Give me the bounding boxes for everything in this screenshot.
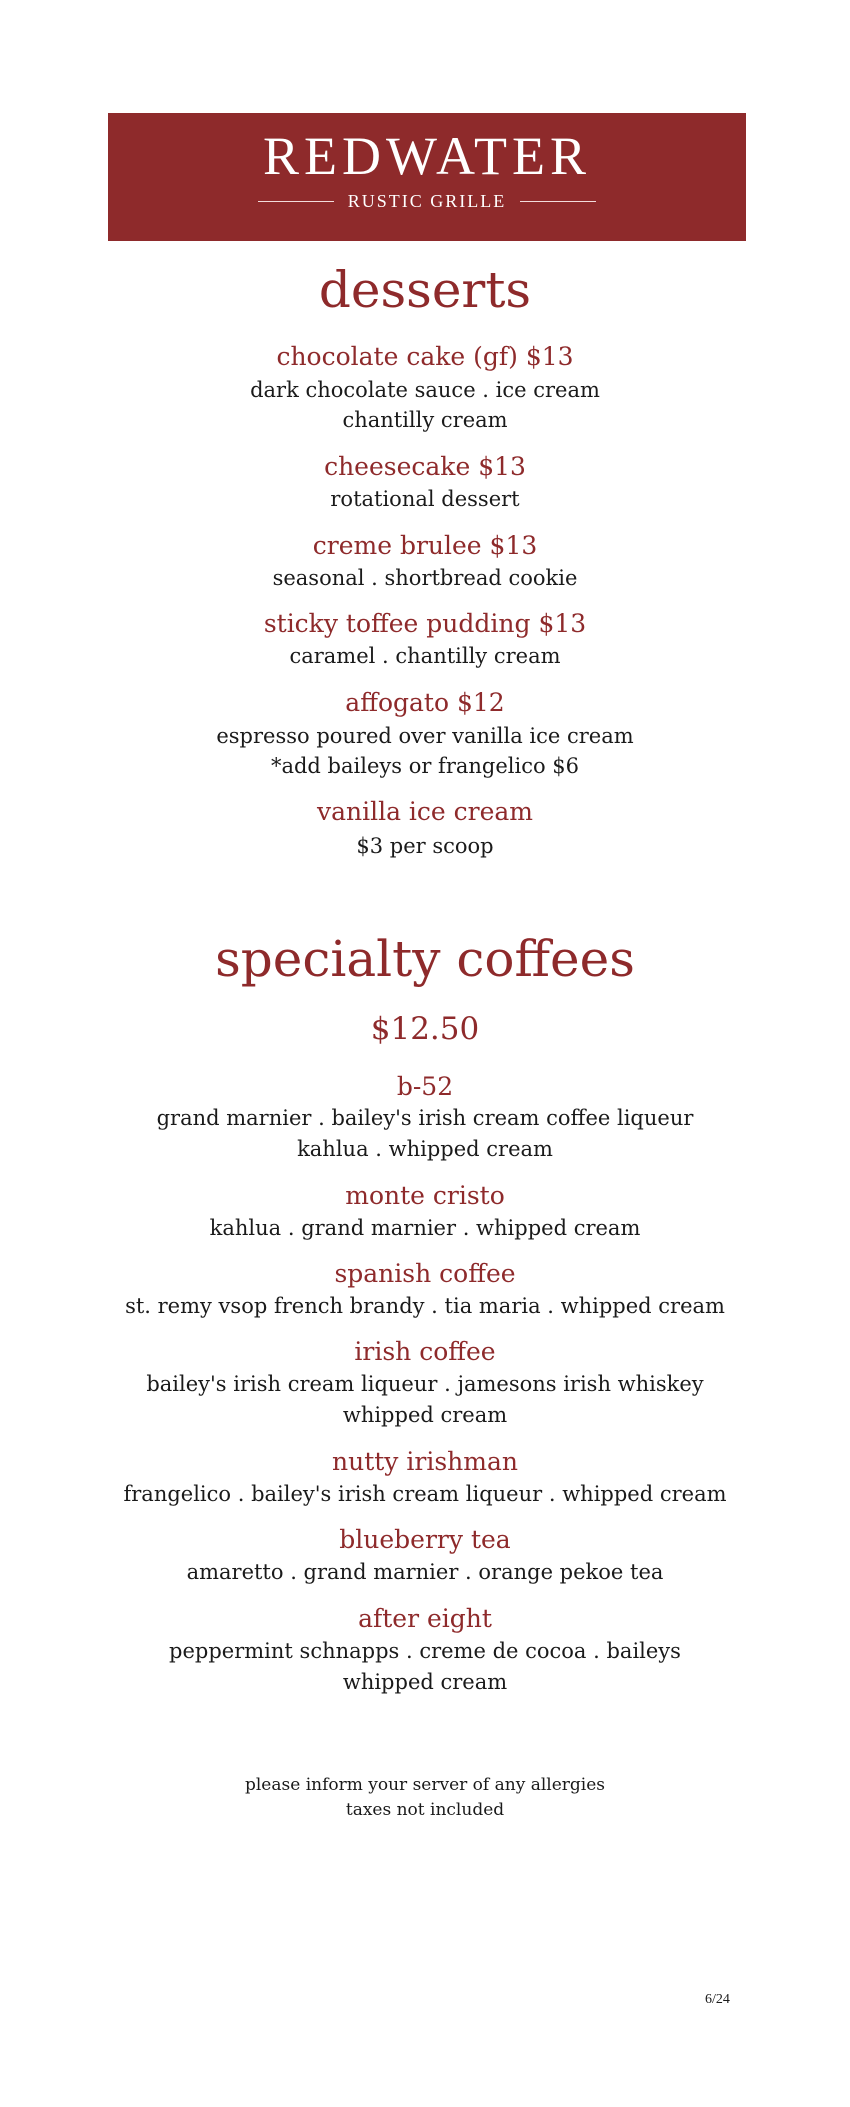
divider-left: [258, 201, 334, 202]
coffee-item-name: b-52: [396, 1072, 454, 1101]
divider-right: [520, 201, 596, 202]
coffee-item-name: monte cristo: [345, 1181, 505, 1210]
coffees-title: specialty coffees: [215, 930, 635, 988]
dessert-item-desc: chantilly cream: [342, 408, 508, 432]
coffee-item-desc: kahlua . grand marnier . whipped cream: [209, 1216, 641, 1240]
coffee-item-desc: amaretto . grand marnier . orange pekoe tea: [186, 1560, 664, 1584]
dessert-item-name: affogato $12: [345, 688, 505, 717]
dessert-item-name: sticky toffee pudding $13: [263, 609, 587, 638]
coffee-item-name: spanish coffee: [334, 1259, 516, 1288]
dessert-item-name: chocolate cake (gf) $13: [276, 342, 574, 371]
brand-subtitle: RUSTIC GRILLE: [347, 191, 507, 211]
dessert-item-desc: caramel . chantilly cream: [289, 644, 561, 668]
dessert-item-name: cheesecake $13: [324, 452, 526, 481]
coffee-item-desc: st. remy vsop french brandy . tia maria . whipped cream: [125, 1294, 725, 1318]
dessert-item-desc: seasonal . shortbread cookie: [272, 566, 578, 590]
brand-banner: [108, 113, 746, 241]
coffee-item-desc: grand marnier . bailey's irish cream coffee liqueur: [156, 1106, 694, 1130]
brand-subtitle-row: [108, 191, 746, 212]
coffee-item-desc: frangelico . bailey's irish cream liqueur . whipped cream: [123, 1482, 727, 1506]
coffee-item-name: blueberry tea: [339, 1525, 511, 1554]
coffees-price: $12.50: [370, 1011, 480, 1047]
coffee-item-desc: kahlua . whipped cream: [297, 1137, 553, 1161]
coffee-item-desc: whipped cream: [342, 1670, 508, 1694]
dessert-item-desc: $3 per scoop: [356, 834, 494, 858]
dessert-item-desc: espresso poured over vanilla ice cream: [216, 724, 634, 748]
coffee-item-name: nutty irishman: [332, 1447, 518, 1476]
dessert-item-name: vanilla ice cream: [316, 797, 534, 826]
coffee-item-desc: peppermint schnapps . creme de cocoa . baileys: [169, 1639, 681, 1663]
coffee-item-name: after eight: [358, 1604, 492, 1633]
page-number: 6/24: [705, 1992, 730, 2007]
brand-name: REDWATER: [263, 126, 591, 186]
coffee-item-desc: whipped cream: [342, 1403, 508, 1427]
dessert-item-desc: *add baileys or frangelico $6: [270, 754, 580, 778]
dessert-item-desc: rotational dessert: [330, 487, 520, 511]
allergy-notice: please inform your server of any allergies: [244, 1775, 605, 1795]
dessert-item-desc: dark chocolate sauce . ice cream: [250, 378, 600, 402]
tax-notice: taxes not included: [345, 1800, 505, 1820]
coffee-item-name: irish coffee: [354, 1337, 496, 1366]
dessert-item-name: creme brulee $13: [312, 531, 538, 560]
coffee-item-desc: bailey's irish cream liqueur . jamesons irish whiskey: [146, 1372, 704, 1396]
desserts-title: desserts: [318, 261, 532, 319]
